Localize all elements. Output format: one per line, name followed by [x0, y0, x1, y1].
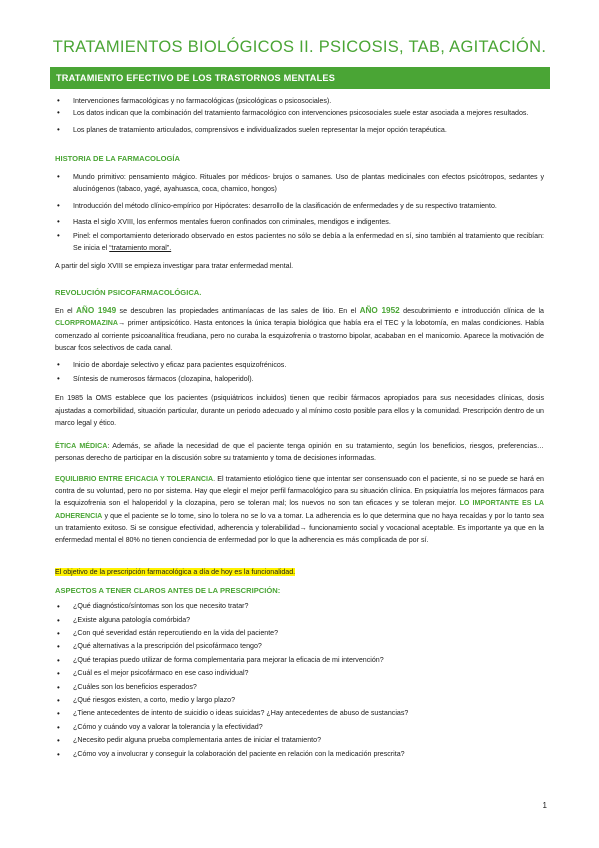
list-item: • ¿Tiene antecedentes de intento de suicidio o ideas suicidas? ¿Hay antecedentes de abuso de sustancias?: [57, 709, 409, 719]
page-title: TRATAMIENTOS BIOLÓGICOS II. PSICOSIS, TAB, AGITACIÓN.: [52, 38, 547, 56]
list-item: • ¿Qué riesgos existen, a corto, medio y largo plazo?: [57, 696, 236, 706]
equilibrio-paragraph: EQUILIBRIO ENTRE EFICACIA Y TOLERANCIA. El tratamiento etiológico tiene que intentar ser consensuado con el paciente, si no se puede se hará en contra de su voluntad, pero no por sistema. Hay que elegir el mejor perfil farmacológico para su situación clínica. En psiquiatría los mejores fármacos para la esquizofrenia son el haloperidol y la clozapina, pero se toleran mal; los nuevos no son tan eficaces y se toleran mejor. LO IMPORTANTE ES LA ADHERENCIA y que el paciente se lo tome, sino lo tolera no se lo va a tomar. La adherencia es lo que determina que no haya recaídas y por lo tanto sea un tratamiento exitoso. Si se consigue efectividad, adherencia y tolerabilidad→ funcionamiento social y vocacional aceptable. Es importante ya que en la enfermedad mental el 80% no tienen conciencia de enfermedad por lo que la adherencia es más complicada de por sí.: [55, 475, 545, 545]
year-1952: AÑO 1952: [359, 306, 400, 316]
section-heading: ASPECTOS A TENER CLAROS ANTES DE LA PRESCRIPCIÓN:: [55, 586, 281, 595]
etica-paragraph: ÉTICA MÉDICA: Además, se añade la necesidad de que el paciente tenga opinión en su tratamiento, según los beneficios, riesgos, preferencias… personas derecho de participar en la discusión sobre su tratamiento y toma de decisiones informadas.: [55, 442, 544, 463]
page-number: 1: [542, 801, 547, 810]
highlighted-sentence: El objetivo de la prescripción farmacológica a día de hoy es la funcionalidad.: [55, 568, 296, 576]
list-item: • ¿Qué terapias puedo utilizar de forma complementaria para mejorar la eficacia de mi intervención?: [57, 655, 384, 665]
aspectos-section: [55, 585, 544, 761]
highlight-section: [55, 566, 544, 578]
list-item: • ¿Cuáles son los beneficios esperados?: [57, 682, 197, 692]
list-item: • Hasta el siglo XVIII, los enfermos mentales fueron confinados con criminales, mendigos e indigentes.: [57, 216, 391, 226]
revolucion-paragraph: En el AÑO 1949 se descubren las propiedades antimaníacas de las sales de litio. En el AÑO 1952 descubrimiento e introducción clínica de la CLORPROMAZINA→ primer antipsicótico. Hasta entonces la única terapia biológica que había era el TEC y la lobotomía, en malas condiciones. Había comenzado al corriente psicoanalítica freudiana, pero no curaba la esquizofrenia o trastorno bipolar, acababan en el manicomio. Aparece la motivación de buscar fcos selectivos de cada canal.: [55, 306, 544, 352]
list-item: • Mundo primitivo: pensamiento mágico. Rituales por médicos- brujos o samanes. Uso de plantas medicinales con efectos psicótropos, sedantes y alucinógenos (tabaco, yagé, ayahuasca, coca, chamico, hongos): [57, 172, 544, 194]
historia-list: [55, 171, 544, 254]
list-item: • Introducción del método clínico-empírico por Hipócrates: desarrollo de la clasificación de enfermedades y de su respectivo tratamiento.: [57, 200, 497, 210]
list-item: • ¿Existe alguna patología comórbida?: [57, 615, 191, 625]
list-item: • ¿Qué alternativas a la prescripción del psicofármaco tengo?: [57, 642, 262, 652]
list-item: • ¿Cómo voy a involucrar y conseguir la colaboración del paciente en relación con la medicación prescrita?: [57, 749, 405, 759]
historia-after: A partir del siglo XVIII se empieza investigar para tratar enfermedad mental.: [55, 262, 294, 271]
list-item: • ¿Cómo y cuándo voy a valorar la tolerancia y la efectividad?: [57, 722, 263, 732]
year-1949: AÑO 1949: [76, 306, 117, 316]
equilibrio-label: EQUILIBRIO ENTRE EFICACIA Y TOLERANCIA: [55, 475, 214, 483]
historia-section: [55, 153, 544, 273]
pinel-link-text: “tratamiento moral”.: [109, 244, 172, 253]
equilibrio-section: [55, 473, 544, 546]
list-item: • ¿Cuál es el mejor psicofármaco en ese caso individual?: [57, 669, 249, 679]
list-item: • ¿Qué diagnóstico/síntomas son los que necesito tratar?: [57, 602, 249, 612]
list-item: • Los planes de tratamiento articulados, comprensivos e individualizados suelen representar la mejor opción terapéutica.: [57, 125, 447, 135]
etica-label: ÉTICA MÉDICA: [55, 442, 108, 450]
drug-name: CLORPROMAZINA: [55, 319, 119, 328]
section-banner: TRATAMIENTO EFECTIVO DE LOS TRASTORNOS MENTALES: [50, 67, 550, 89]
section-heading: HISTORIA DE LA FARMACOLOGÍA: [55, 154, 181, 163]
intro-section: [55, 95, 544, 137]
list-item: • Intervenciones farmacológicas y no farmacológicas (psicológicas o psicosociales).: [57, 96, 332, 105]
list-item: • ¿Con qué severidad están repercutiendo en la vida del paciente?: [57, 629, 279, 639]
list-item: • Síntesis de numerosos fármacos (clozapina, haloperidol).: [57, 374, 254, 384]
etica-section: [55, 440, 544, 464]
list-item: • Los datos indican que la combinación del tratamiento farmacológico con intervenciones psicosociales suele estar asociada a mejores resultados.: [57, 108, 529, 118]
list-item: • Inicio de abordaje selectivo y eficaz para pacientes esquizofrénicos.: [57, 360, 287, 370]
intro-list: [55, 95, 544, 137]
adherencia-emphasis: LO IMPORTANTE ES LA ADHERENCIA: [55, 499, 544, 520]
revolucion-section: [55, 287, 544, 429]
section-heading: REVOLUCIÓN PSICOFARMACOLÓGICA.: [55, 288, 202, 297]
revolucion-list: [55, 359, 544, 385]
list-item: • ¿Necesito pedir alguna prueba complementaria antes de iniciar el tratamiento?: [57, 736, 322, 746]
oms-paragraph: En 1985 la OMS establece que los pacientes (psiquiátricos incluidos) tienen que recibir fármacos apropiados para sus necesidades clínicas, dosis ajustadas a comorbilidad, situación particular, durante un periodo adecuado y al mínimo costo posible para ellos y la comunidad. Prescripción dentro de un marco legal y ético.: [55, 394, 544, 427]
list-item: • Pinel: el comportamiento deteriorado observado en estos pacientes no sólo se debía a la enfermedad en sí, sino también al tratamiento que recibían: Se inicia el “tratamiento moral”.: [57, 231, 544, 253]
aspectos-list: [55, 600, 544, 761]
